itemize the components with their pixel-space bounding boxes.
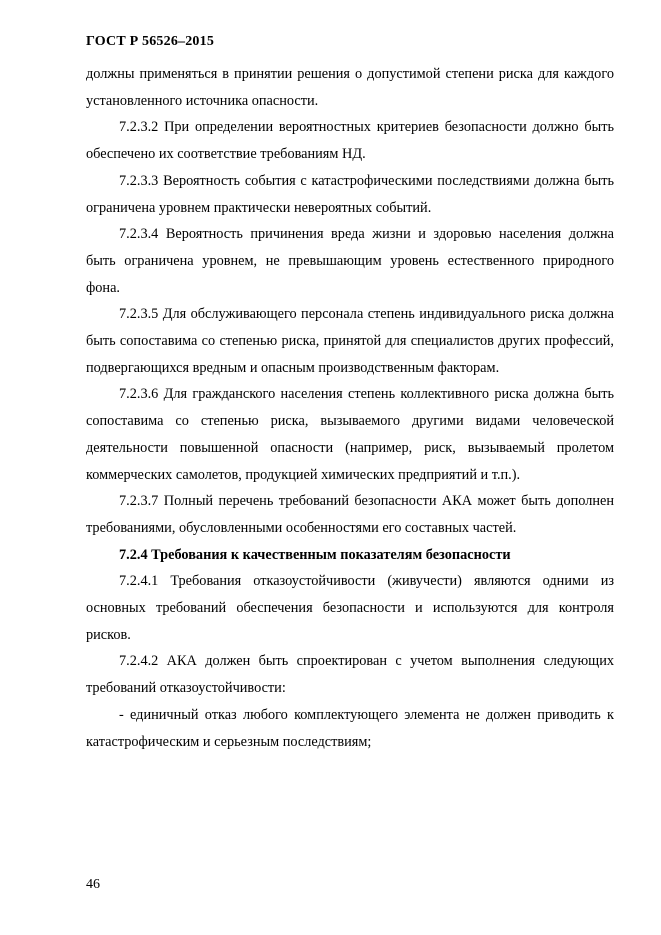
document-body bbox=[86, 61, 614, 755]
paragraph-7-2-4-2: 7.2.4.2 АКА должен быть спроектирован с учетом выполнения следующих требований отказоустойчивости: bbox=[86, 653, 614, 697]
paragraph-7-2-3-7: 7.2.3.7 Полный перечень требований безопасности АКА может быть дополнен требованиями, обусловленными особенностями его составных частей. bbox=[86, 493, 614, 536]
paragraph-7-2-3-2: 7.2.3.2 При определении вероятностных критериев безопасности должно быть обеспечено их соответствие требованиям НД. bbox=[86, 119, 614, 163]
list-item: - единичный отказ любого комплектующего элемента не должен приводить к катастрофическим и серьезным последствиям; bbox=[86, 706, 614, 750]
section-heading-7-2-4: 7.2.4 Требования к качественным показателям безопасности bbox=[119, 546, 511, 563]
paragraph-7-2-3-6: 7.2.3.6 Для гражданского населения степень коллективного риска должна быть сопоставима со степенью риска, вызываемого другими видами человеческой деятельности повышенной опасности (например, риск, вызываемый пролетом коммерческих самолетов, продукцией химических предприятий и т.п.). bbox=[86, 386, 614, 483]
paragraph-7-2-3-3: 7.2.3.3 Вероятность события с катастрофическими последствиями должна быть ограничена уровнем практически невероятных событий. bbox=[86, 172, 614, 216]
page-number: 46 bbox=[86, 877, 100, 892]
document-header: ГОСТ Р 56526–2015 bbox=[86, 34, 215, 49]
paragraph-7-2-3-4: 7.2.3.4 Вероятность причинения вреда жизни и здоровью населения должна быть ограничена уровнем, не превышающим уровень естественного природного фона. bbox=[86, 226, 614, 296]
paragraph-7-2-4-1: 7.2.4.1 Требования отказоустойчивости (живучести) являются одними из основных требований обеспечения безопасности и используются для контроля рисков. bbox=[86, 573, 614, 643]
paragraph-7-2-3-5: 7.2.3.5 Для обслуживающего персонала степень индивидуального риска должна быть сопоставима со степенью риска, принятой для специалистов других профессий, подвергающихся вредным и опасным производственным факторам. bbox=[86, 306, 614, 376]
paragraph-continuation: должны применяться в принятии решения о допустимой степени риска для каждого установленного источника опасности. bbox=[86, 66, 614, 109]
